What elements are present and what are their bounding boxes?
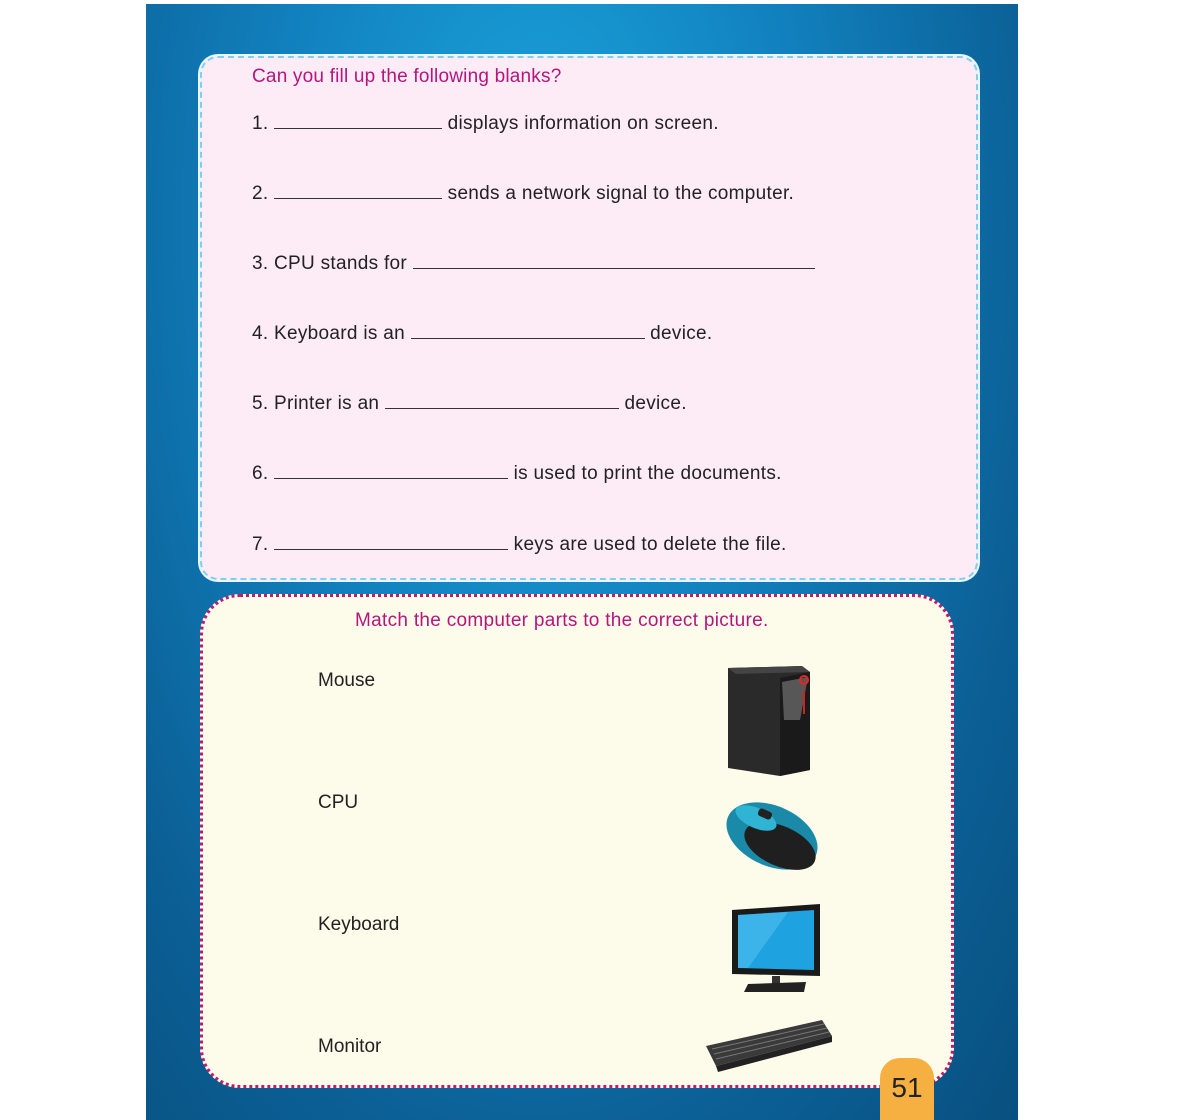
part-label-cpu[interactable]: CPU xyxy=(318,792,359,813)
match-title: Match the computer parts to the correct picture. xyxy=(355,610,769,631)
part-label-monitor[interactable]: Monitor xyxy=(318,1036,382,1057)
mouse-image[interactable] xyxy=(720,796,824,874)
question-7 xyxy=(252,533,787,556)
keyboard-image[interactable] xyxy=(702,1016,834,1076)
question-6 xyxy=(252,462,782,485)
answer-blank[interactable] xyxy=(274,112,442,129)
question-text: 3. CPU stands for xyxy=(252,253,408,274)
question-text: sends a network signal to the computer. xyxy=(447,183,795,204)
question-text: 6. xyxy=(252,463,269,484)
answer-blank[interactable] xyxy=(274,533,508,550)
question-text: is used to print the documents. xyxy=(513,463,782,484)
question-text: 1. xyxy=(252,113,269,134)
answer-blank[interactable] xyxy=(274,182,442,199)
question-text: 5. Printer is an xyxy=(252,393,380,414)
cpu-tower-image[interactable] xyxy=(722,660,822,780)
answer-blank[interactable] xyxy=(385,392,619,409)
question-text: 2. xyxy=(252,183,269,204)
question-text: keys are used to delete the file. xyxy=(513,534,787,555)
question-text: 4. Keyboard is an xyxy=(252,323,405,344)
answer-blank[interactable] xyxy=(274,462,508,479)
part-label-mouse[interactable]: Mouse xyxy=(318,670,376,691)
question-text: displays information on screen. xyxy=(447,113,719,134)
question-5 xyxy=(252,392,687,415)
fill-blanks-title: Can you fill up the following blanks? xyxy=(252,66,562,87)
page-number: 51 xyxy=(880,1058,934,1120)
question-3 xyxy=(252,252,815,275)
answer-blank[interactable] xyxy=(413,252,815,269)
question-1 xyxy=(252,112,719,135)
question-text: device. xyxy=(624,393,687,414)
match-panel xyxy=(200,594,954,1088)
part-label-keyboard[interactable]: Keyboard xyxy=(318,914,400,935)
monitor-image[interactable] xyxy=(728,902,824,994)
question-text: 7. xyxy=(252,534,269,555)
question-4 xyxy=(252,322,712,345)
answer-blank[interactable] xyxy=(411,322,645,339)
question-2 xyxy=(252,182,794,205)
question-text: device. xyxy=(650,323,713,344)
